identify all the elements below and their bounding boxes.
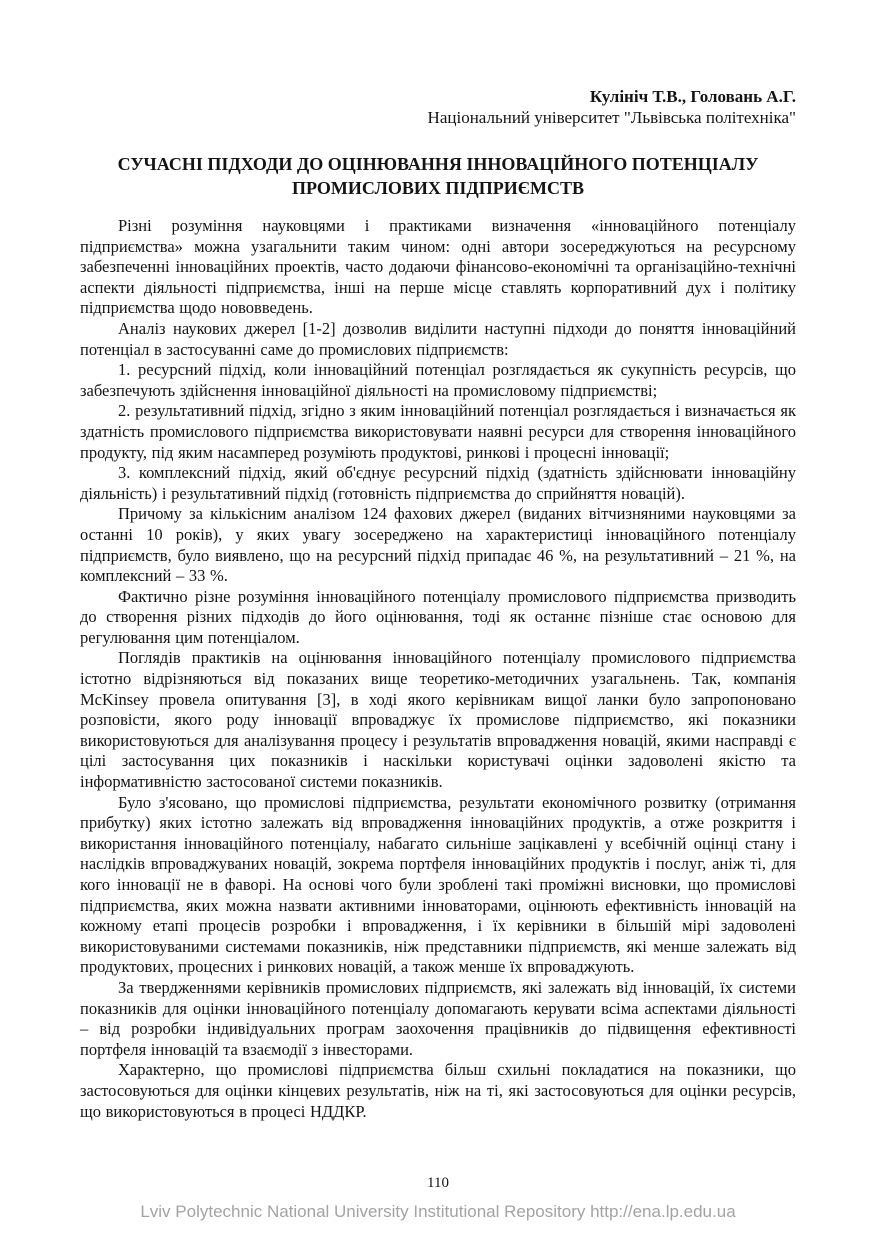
repository-footer: Lviv Polytechnic National University Institutional Repository http://ena.lp.edu.ua (140, 1202, 736, 1221)
paragraph-mckinsey: Поглядів практиків на оцінювання інноваційного потенціалу промислового підприємства істотно відрізняються від показаних вище теоретико-методичних узагальнень. Так, компанія McKinsey провела опитування [3], в ході якого керівникам вищої ланки було запропоновано розповісти, якого роду інновації впроваджує їх промислове підприємство, які показники використовуються для аналізування процесу і результатів впровадження новацій, якими насправді є цілі застосування цих показників і наскільки користувачі оцінки задоволені якістю та інформативністю застосованої системи показників. (80, 648, 796, 792)
list-item-resource: 1. ресурсний підхід, коли інноваційний потенціал розглядається як сукупність ресурсів, що забезпечують здійснення інноваційної діяльності на промисловому підприємстві; (80, 360, 796, 400)
author-line: Кулініч Т.В., Головань А.Г. (589, 87, 796, 106)
affiliation-line: Національний університет "Львівська політехніка" (427, 108, 796, 127)
paragraph-findings: Було з'ясовано, що промислові підприємства, результати економічного розвитку (отримання прибутку) яких істотно залежать від впровадження інноваційних продуктів, а отже розкриття і використання інноваційного потенціалу, набагато сильніше зацікавлені у всебічній оцінці стану і наслідків впроваджуваних новацій, зокрема портфеля інноваційних продуктів і послуг, аніж ті, для кого інновації не в фаворі. На основі чого були зроблені такі проміжні висновки, що промислові підприємства, яких можна назвати активними інноваторами, оцінюють ефективність інновацій на кожному етапі процесів розробки і впровадження, і їх керівники в більшій мірі задоволені використовуваними системами показників, ніж представники підприємств, які менше залежать від продуктових, процесних і ринкових новацій, а також менше їх впроваджують. (80, 792, 796, 977)
paragraph-statistics: Причому за кількісним аналізом 124 фахових джерел (виданих вітчизняними науковцями за останні 10 років), у яких увагу зосереджено на характеристиці інноваційного потенціалу підприємств, було виявлено, що на ресурсний підхід припадає 46 %, на результативний – 21 %, на комплексний – 33 %. (80, 504, 796, 586)
paragraph-intro: Різні розуміння науковцями і практиками визначення «інноваційного потенціалу підприємства» можна узагальнити таким чином: одні автори зосереджуються на ресурсному забезпеченні інноваційних проектів, часто додаючи фінансово-економічні та організаційно-технічні аспекти діяльності підприємства, інші на перше місце ставлять корпоративний дух і політику підприємства щодо нововведень. (80, 216, 796, 318)
list-item-resultative: 2. результативний підхід, згідно з яким інноваційний потенціал розглядається і визначається як здатність промислового підприємства використовувати наявні ресурси для створення інноваційного продукту, під яким насамперед розуміють продуктові, ринкові і процесні інновації; (80, 401, 796, 462)
paragraph-conclusion1: Фактично різне розуміння інноваційного потенціалу промислового підприємства призводить до створення різних підходів до його оцінювання, тоді як останнє пізніше стає основою для регулювання цим потенціалом. (80, 586, 796, 647)
page-title: СУЧАСНІ ПІДХОДИ ДО ОЦІНЮВАННЯ ІННОВАЦІЙНОГО ПОТЕНЦІАЛУ ПРОМИСЛОВИХ ПІДПРИЄМСТВ (117, 154, 759, 198)
paragraph-analysis: Аналіз наукових джерел [1-2] дозволив виділити наступні підходи до поняття інноваційний потенціал в застосуванні саме до промислових підприємств: (80, 318, 796, 359)
article-body (80, 216, 796, 1122)
paragraph-managers: За твердженнями керівників промислових підприємств, які залежать від інновацій, їх системи показників для оцінки інноваційного потенціалу допомагають керувати всіма аспектами діяльності – від розробки індивідуальних програм заохочення працівників до підвищення ефективності портфеля інновацій та взаємодії з інвесторами. (80, 977, 796, 1059)
page-number: 110 (427, 1175, 449, 1191)
list-item-complex: 3. комплексний підхід, який об'єднує ресурсний підхід (здатність здійснювати інноваційну діяльність) і результативний підхід (готовність підприємства до сприйняття новацій). (80, 463, 796, 503)
paragraph-final: Характерно, що промислові підприємства більш схильні покладатися на показники, що застосовуються для оцінки кінцевих результатів, ніж на ті, які застосовуються для оцінки ресурсів, що використовуються в процесі НДДКР. (80, 1060, 796, 1121)
